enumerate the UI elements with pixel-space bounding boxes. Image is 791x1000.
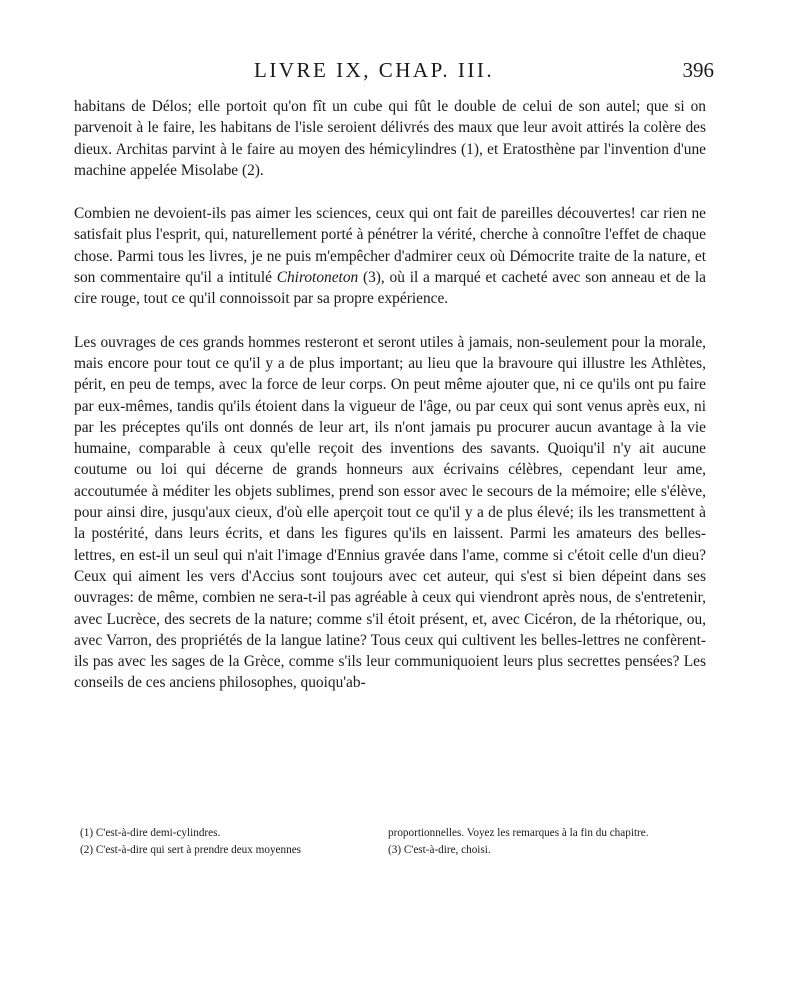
paragraph-2-after: (3), où il a marqué et cacheté avec son anneau et de la cire rouge, tout ce qu'il connoissoit par sa propre expérience. [74,269,707,308]
paragraph-1: habitans de Délos; elle portoit qu'on fît un cube qui fût le double de celui de son autel; que si on parvenoit à le faire, les habitans de l'isle seroient délivrés des maux que leur avoit attirés la colère des dieux. Architas parvint à le faire au moyen des hémicylindres (1), et Eratosthène par l'invention d'une machine appelée Misolabe (2). [74,98,706,179]
paragraph-2 [74,203,706,309]
footnotes-right-column [388,825,713,859]
footnote-3: (3) C'est-à-dire, choisi. [388,844,491,856]
footnote-2: (2) C'est-à-dire qui sert à prendre deux moyennes [80,844,302,856]
footnotes-left-column [80,825,380,859]
footnote-1: (1) C'est-à-dire demi-cylindres. [80,827,221,839]
paragraph-2-before: Combien ne devoient-ils pas aimer les sciences, ceux qui ont fait de pareilles découvertes! car rien ne satisfait plus l'esprit, qui, naturellement porté à pénétrer la vérité, cherche à connoître l'effet de chaque chose. Parmi tous les livres, je ne puis m'empêcher d'admirer ceux où Démocrite traite de la nature, et son commentaire qu'il a intitulé [74,205,706,287]
main-text [74,96,706,716]
paragraph-3: Les ouvrages de ces grands hommes resteront et seront utiles à jamais, non-seulement pour la morale, mais encore pour tout ce qu'il y a de plus important; au lieu que la bravoure qui illustre les Athlètes, périt, en peu de temps, avec la force de leur corps. On peut même ajouter que, ni ce qu'ils ont pu faire par eux-mêmes, tandis qu'ils étoient dans la vigueur de l'âge, ou par ceux qui sont venus après eux, ni par les préceptes qu'ils ont donnés de leur art, ils n'ont jamais pu procurer aucun avantage à la vie humaine, comparable à ceux qu'elle reçoit des inventions des savants. Quoiqu'il n'y ait aucune coutume ou loi qui décerne de grands honneurs aux écrivains célèbres, cependant leur ame, accoutumée à méditer les objets sublimes, prend son essor avec le secours de la mémoire; elle s'élève, pour ainsi dire, jusqu'aux cieux, d'où elle aperçoit tout ce qu'il y a de plus élevé; ils les transmettent à la postérité, dans leurs écrits, et dans les figures qu'ils en laissent. Parmi les amateurs des belles-lettres, en est-il un seul qui n'ait l'image d'Ennius gravée dans l'ame, comme si c'étoit celle d'un dieu? Ceux qui aiment les vers d'Accius sont toujours avec cet auteur, qui s'est si bien dépeint dans ses ouvrages: de même, combien ne sera-t-il pas agréable à ceux qui viendront après nous, de s'entretenir, avec Lucrèce, des secrets de la nature; comme s'il étoit présent, et, avec Cicéron, de la rhétorique, ou, avec Varron, des propriétés de la langue latine? Tous ceux qui cultivent les belles-lettres ne confèrent-ils pas avec les sages de la Grèce, comme s'ils leur communiquoient leurs plus secrettes pensées? Les conseils de ces anciens philosophes, quoiqu'ab- [74,333,706,692]
footnote-2-continued: proportionnelles. Voyez les remarques à la fin du chapitre. [388,827,649,839]
running-title: LIVRE IX, CHAP. III. [254,58,495,82]
page-header [74,58,714,88]
book-title-chirotoneton: Chirotoneton [276,269,359,287]
page-number: 396 [682,58,714,82]
